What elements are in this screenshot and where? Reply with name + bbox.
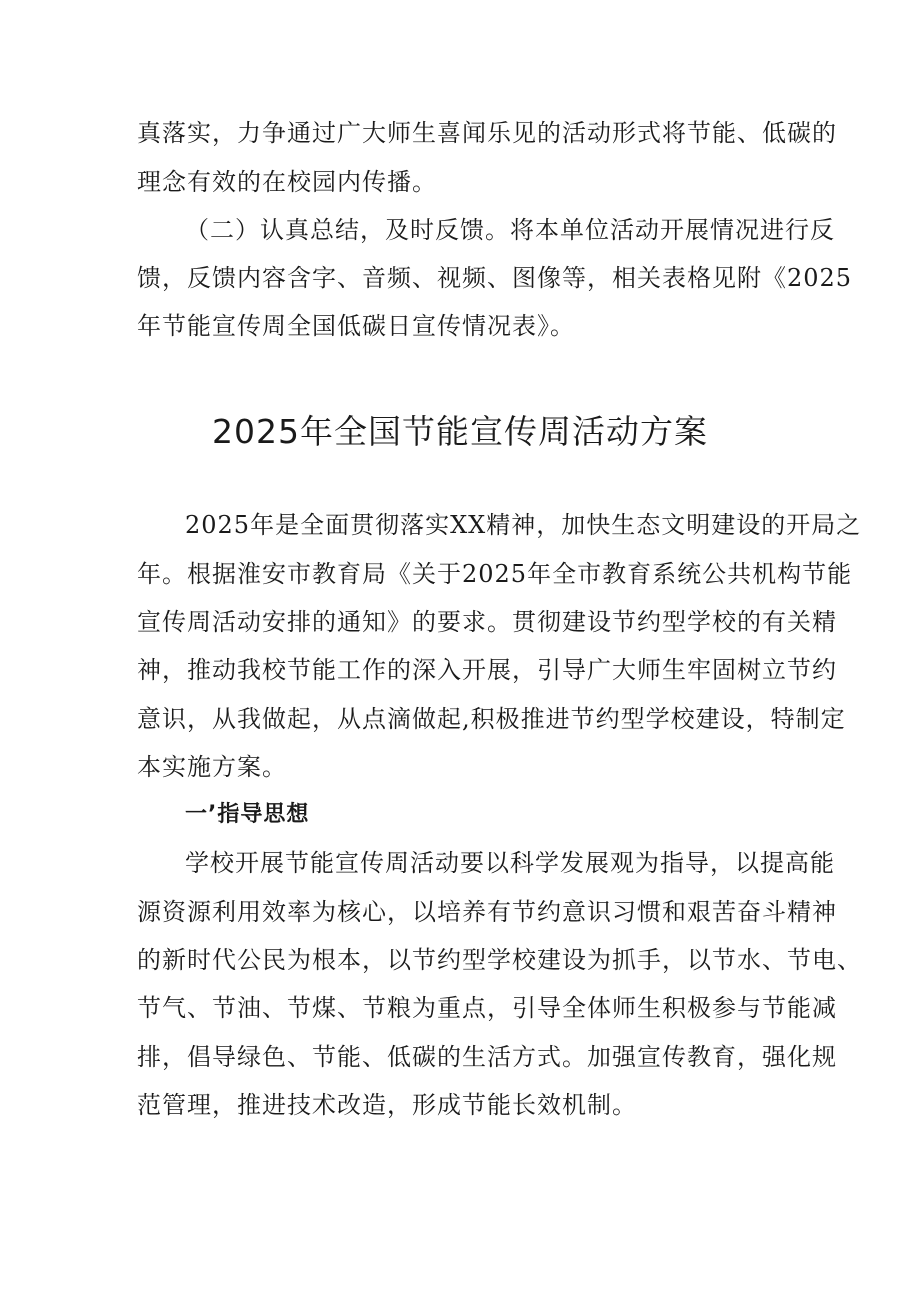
intro-line-1: 真落实，力争通过广大师生喜闻乐见的活动形式将节能、低碳的 <box>137 119 837 147</box>
para1-line-6: 本实施方案。 <box>137 753 287 781</box>
intro-line-3: （二）认真总结，及时反馈。将本单位活动开展情况进行反 <box>185 216 835 244</box>
para1-line-2: 年。根据淮安市教育局《关于2025年全市教育系统公共机构节能 <box>137 560 853 588</box>
para2-line-1: 学校开展节能宣传周活动要以科学发展观为指导，以提高能 <box>185 849 835 877</box>
intro-line-2: 理念有效的在校园内传播。 <box>137 168 437 196</box>
para1-line-4: 神，推动我校节能工作的深入开展，引导广大师生牢固树立节约 <box>137 656 837 684</box>
para1-line-3: 宣传周活动安排的通知》的要求。贯彻建设节约型学校的有关精 <box>137 608 837 636</box>
section-heading-guiding-thought: 一’指导思想 <box>185 802 310 827</box>
para1-line-1: 2025年是全面贯彻落实XX精神，加快生态文明建设的开局之 <box>185 511 862 539</box>
para2-line-5: 排，倡导绿色、节能、低碳的生活方式。加强宣传教育，强化规 <box>137 1043 837 1071</box>
para2-line-2: 源资源利用效率为核心，以培养有节约意识习惯和艰苦奋斗精神 <box>137 898 837 926</box>
intro-line-5: 年节能宣传周全国低碳日宣传情况表》。 <box>137 312 575 340</box>
para2-line-4: 节气、节油、节煤、节粮为重点，引导全体师生积极参与节能减 <box>137 994 837 1022</box>
para2-line-6: 范管理，推进技术改造，形成节能长效机制。 <box>137 1091 637 1119</box>
para1-line-5: 意识，从我做起，从点滴做起,积极推进节约型学校建设，特制定 <box>137 705 846 733</box>
para2-line-3: 的新时代公民为根本，以节约型学校建设为抓手，以节水、节电、 <box>137 946 862 974</box>
document-title: 2025年全国节能宣传周活动方案 <box>212 412 708 451</box>
intro-line-4: 馈，反馈内容含字、音频、视频、图像等，相关表格见附《2025 <box>137 264 853 292</box>
